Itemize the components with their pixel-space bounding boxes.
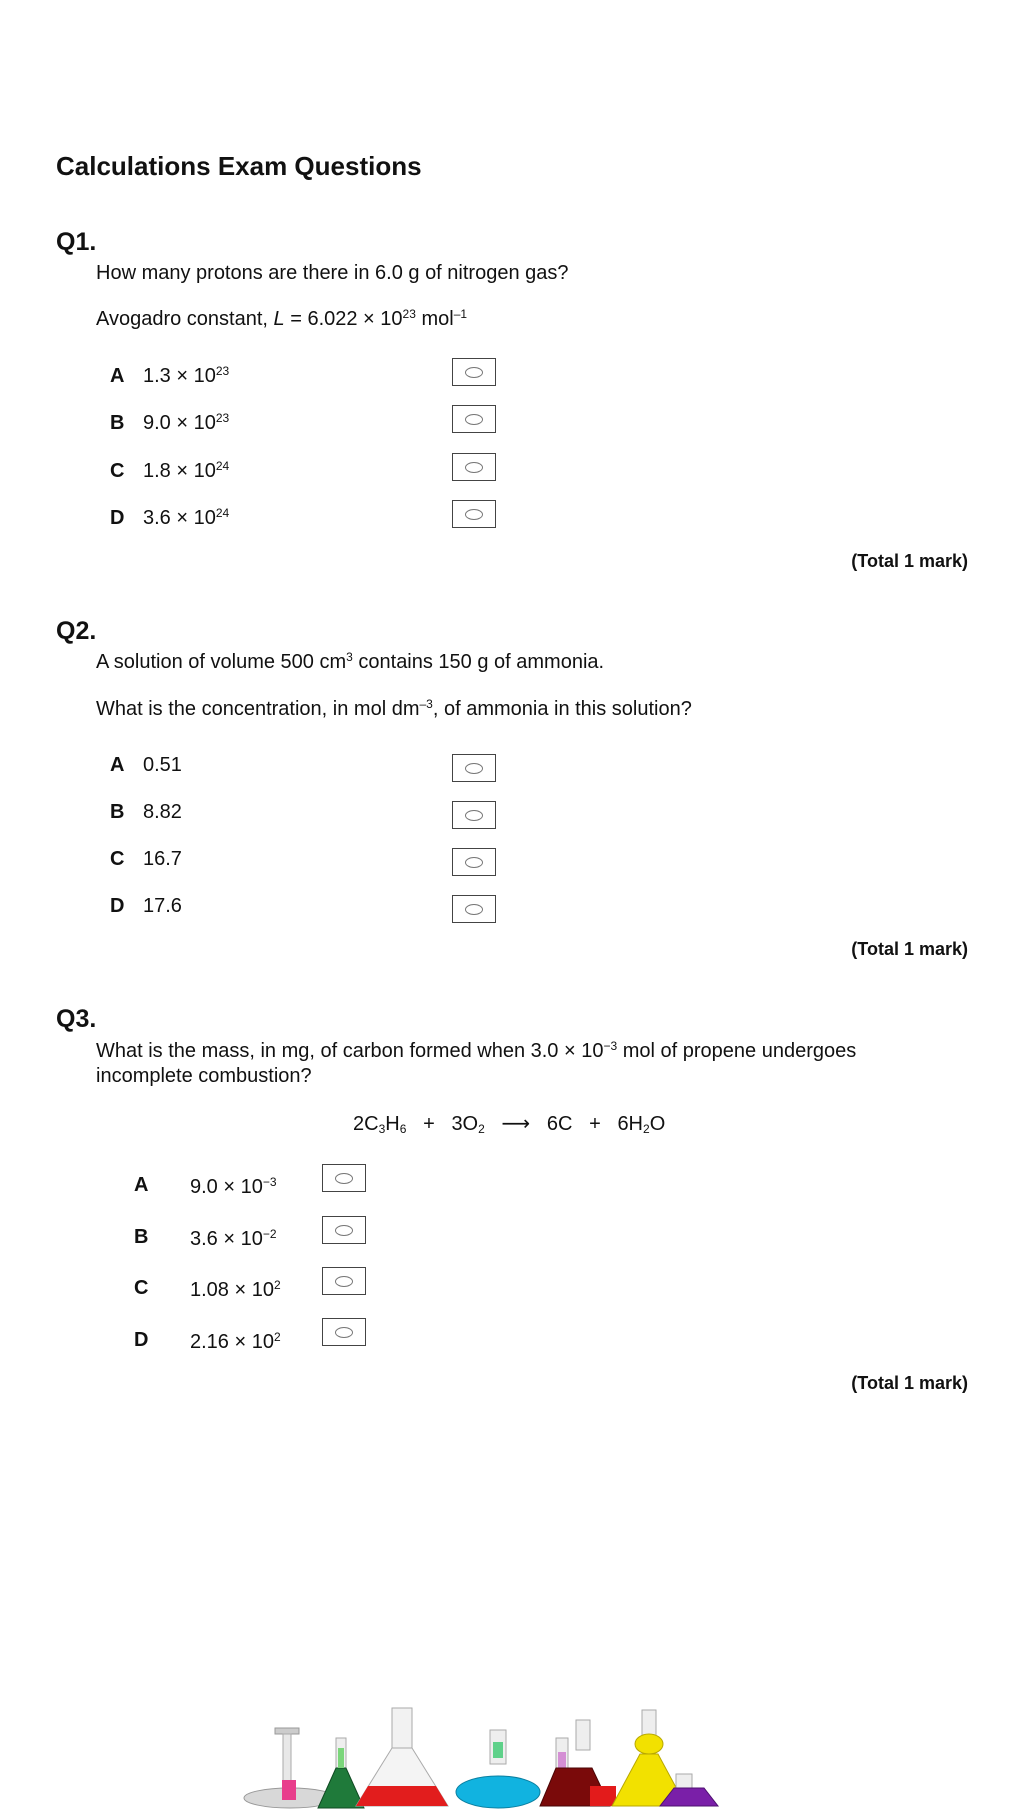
- q3-option-d-answer-box[interactable]: [322, 1318, 366, 1346]
- cyan-flask-icon: [456, 1730, 540, 1808]
- lab-flasks-illustration: [240, 1700, 750, 1810]
- red-flask-icon: [356, 1708, 448, 1806]
- answer-box-icon: [465, 763, 483, 774]
- answer-box-icon: [465, 810, 483, 821]
- q3-option-c-answer-box[interactable]: [322, 1267, 366, 1295]
- q1-option-a-letter: A: [110, 365, 125, 387]
- answer-box-icon: [465, 367, 483, 378]
- q1-option-b-letter: B: [110, 412, 125, 434]
- q3-option-b-value: $3.6 \times 10^{-2}$: [190, 1227, 277, 1250]
- q3-question-line2: incomplete combustion?: [96, 1065, 312, 1087]
- q1-option-c-value: $1.8 \times 10^{24}$: [143, 459, 230, 482]
- q1-total-mark: (Total 1 mark): [851, 551, 968, 571]
- q1-option-c-answer-box[interactable]: [452, 453, 496, 481]
- funnel-flask-icon: [244, 1728, 336, 1808]
- q2-option-c-answer-box[interactable]: [452, 848, 496, 876]
- q1-constant: Avogadro constant, $L = 6.022 \times 10^{23}$ mol$^{-1}$: [96, 307, 468, 330]
- q1-question: How many protons are there in 6.0 g of nitrogen gas?: [96, 262, 569, 284]
- answer-box-icon: [335, 1276, 353, 1287]
- q3-equation: $2C_3H_6$ + $3O_2$ ⟶ 6C + $6H_2O$: [353, 1113, 666, 1136]
- answer-box-icon: [465, 414, 483, 425]
- q3-option-d-value: $2.16 \times 10^2$: [190, 1330, 281, 1353]
- q1-option-d-answer-box[interactable]: [452, 500, 496, 528]
- q2-question-line2: What is the concentration, in mol $dm^{-3}$, of ammonia in this solution?: [96, 697, 692, 720]
- q2-number: Q2.: [56, 617, 97, 645]
- q3-option-b-letter: B: [134, 1226, 149, 1248]
- answer-box-icon: [465, 857, 483, 868]
- q3-option-a-letter: A: [134, 1174, 149, 1196]
- q3-total-mark: (Total 1 mark): [851, 1373, 968, 1393]
- q1-option-d-value: $3.6 \times 10^{24}$: [143, 506, 230, 529]
- yellow-flask-icon: [612, 1710, 718, 1806]
- q1-option-a-value: $1.3 \times 10^{23}$: [143, 364, 230, 387]
- q2-option-d-letter: D: [110, 895, 125, 917]
- answer-box-icon: [335, 1225, 353, 1236]
- q1-option-b-answer-box[interactable]: [452, 405, 496, 433]
- q2-option-c-value: 16.7: [143, 848, 182, 870]
- q1-number: Q1.: [56, 228, 97, 256]
- q2-option-b-answer-box[interactable]: [452, 801, 496, 829]
- q3-question-line1: What is the mass, in mg, of carbon formed when $3.0 \times 10^{-3}$ mol of propene undergoes: [96, 1039, 857, 1062]
- q3-option-d-letter: D: [134, 1329, 149, 1351]
- q1-option-c-letter: C: [110, 460, 125, 482]
- q1-option-a-answer-box[interactable]: [452, 358, 496, 386]
- q2-option-b-value: 8.82: [143, 801, 182, 823]
- answer-box-icon: [465, 509, 483, 520]
- q3-option-a-answer-box[interactable]: [322, 1164, 366, 1192]
- answer-box-icon: [335, 1327, 353, 1338]
- q3-option-c-letter: C: [134, 1277, 149, 1299]
- q2-option-d-answer-box[interactable]: [452, 895, 496, 923]
- q3-number: Q3.: [56, 1005, 97, 1033]
- q2-option-a-value: 0.51: [143, 754, 182, 776]
- q2-option-a-answer-box[interactable]: [452, 754, 496, 782]
- answer-box-icon: [465, 462, 483, 473]
- q2-option-d-value: 17.6: [143, 895, 182, 917]
- q2-question-line1: A solution of volume 500 $cm^3$ contains 150 g of ammonia.: [96, 650, 605, 673]
- q2-option-c-letter: C: [110, 848, 125, 870]
- dark-red-flask-icon: [540, 1720, 616, 1806]
- answer-box-icon: [335, 1173, 353, 1184]
- q1-option-b-value: $9.0 \times 10^{23}$: [143, 411, 230, 434]
- green-flask-icon: [318, 1738, 364, 1808]
- page-title: Calculations Exam Questions: [56, 151, 422, 181]
- q2-total-mark: (Total 1 mark): [851, 939, 968, 959]
- q3-option-b-answer-box[interactable]: [322, 1216, 366, 1244]
- q1-option-d-letter: D: [110, 507, 125, 529]
- q3-option-c-value: $1.08 \times 10^2$: [190, 1278, 281, 1301]
- q3-option-a-value: $9.0 \times 10^{-3}$: [190, 1175, 277, 1198]
- answer-box-icon: [465, 904, 483, 915]
- q2-option-a-letter: A: [110, 754, 125, 776]
- q2-option-b-letter: B: [110, 801, 125, 823]
